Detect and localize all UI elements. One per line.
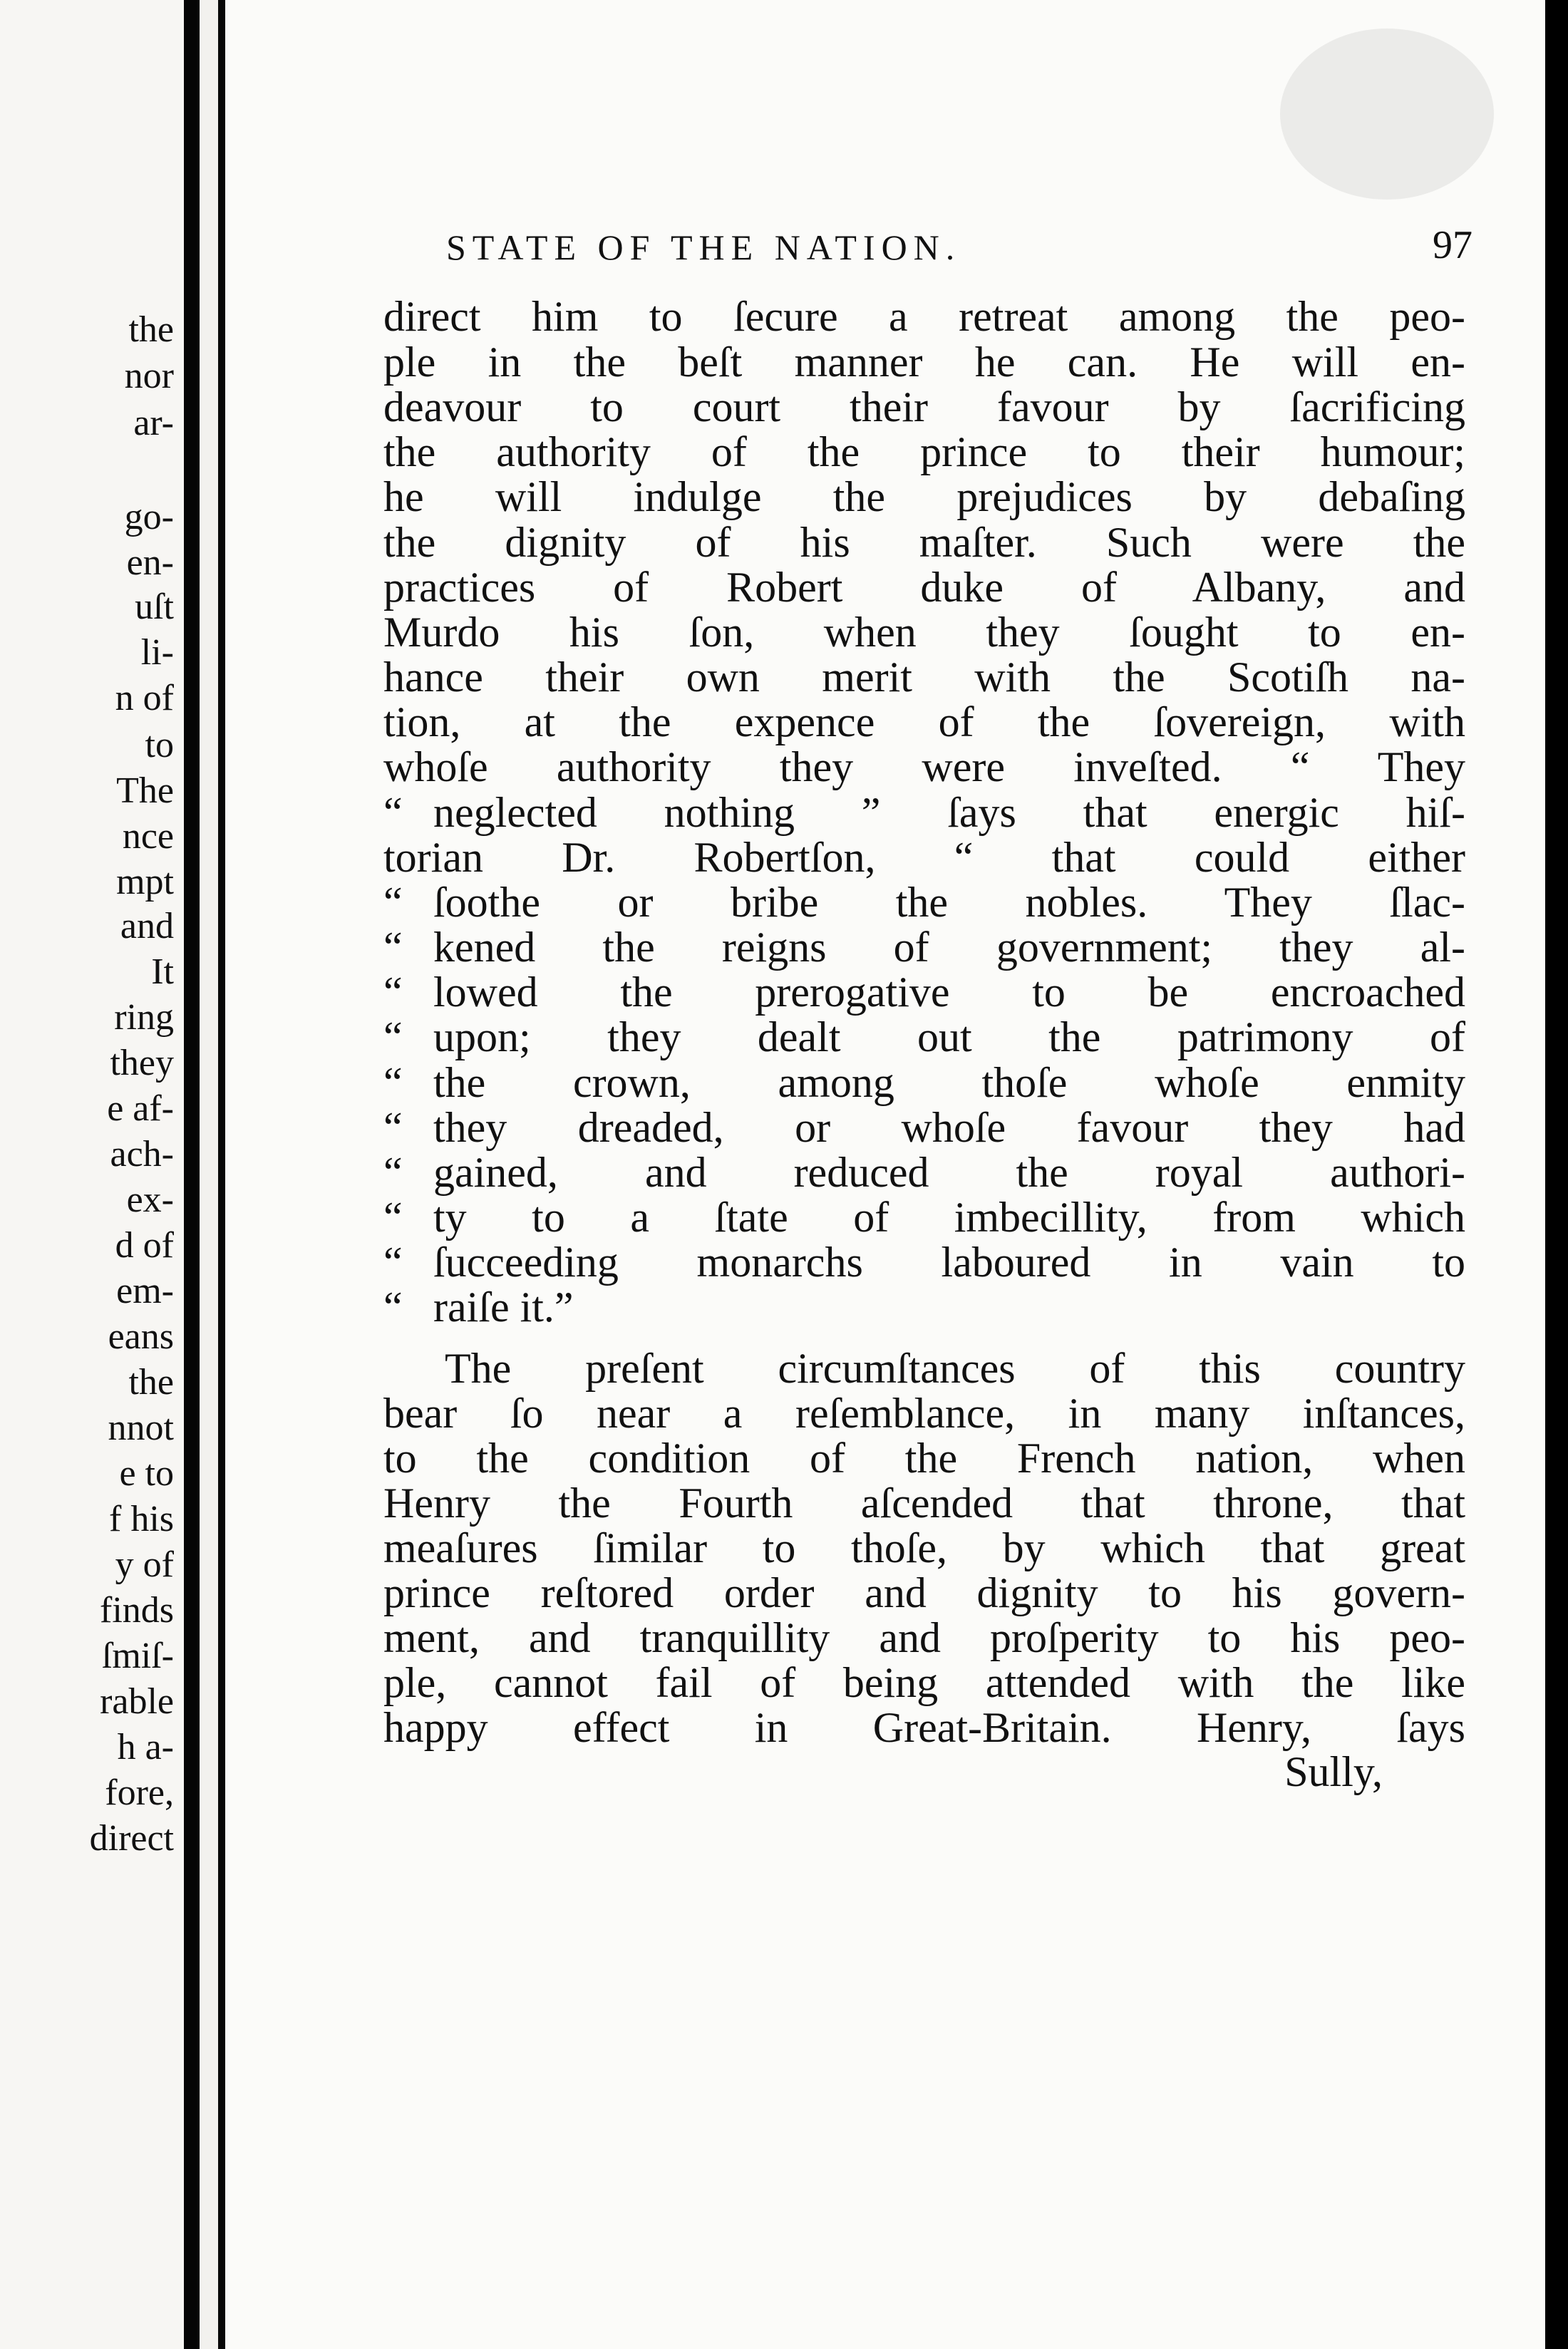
running-head xyxy=(446,223,1472,268)
text-line: ple in the beſt manner he can. He will en- xyxy=(383,339,1465,386)
text-line: Murdo his ſon, when they ſought to en- xyxy=(383,609,1465,656)
quoted-text: raiſe it.” xyxy=(433,1284,574,1331)
quoted-line xyxy=(383,1106,1465,1149)
quoted-text: they dreaded, or whoſe favour they had xyxy=(433,1104,1465,1151)
text-line: hance their own merit with the Scotiſh na- xyxy=(383,654,1465,701)
text-line: he will indulge the prejudices by debaſing xyxy=(383,473,1465,520)
quote-mark: “ xyxy=(383,1059,403,1106)
margin-fragment: uſt xyxy=(135,587,174,627)
margin-fragment: go- xyxy=(124,497,174,537)
text-line: practices of Robert duke of Albany, and xyxy=(383,564,1465,611)
quoted-line xyxy=(383,791,1465,834)
margin-fragment: mpt xyxy=(116,862,174,902)
margin-fragment: fore, xyxy=(105,1772,174,1813)
quoted-text: gained, and reduced the royal authori- xyxy=(433,1149,1465,1196)
quote-mark: “ xyxy=(383,1013,403,1060)
quoted-text: ſoothe or bribe the nobles. They ſlac- xyxy=(433,879,1465,926)
quoted-text: the crown, among thoſe whoſe enmity xyxy=(433,1059,1465,1106)
text-line: to the condition of the French nation, when xyxy=(383,1435,1465,1482)
margin-fragment: li- xyxy=(140,632,174,673)
catchword: Sully, xyxy=(1284,1748,1383,1795)
facing-page xyxy=(0,0,184,2349)
margin-fragment: rable xyxy=(100,1681,174,1722)
margin-fragment: ex- xyxy=(126,1179,174,1220)
margin-fragment: ar- xyxy=(133,403,174,443)
margin-fragment: nce xyxy=(122,816,174,857)
text-line: meaſures ſimilar to thoſe, by which that great xyxy=(383,1524,1465,1571)
margin-fragment: It xyxy=(151,951,174,992)
text-line: ple, cannot fail of being attended with the like xyxy=(383,1659,1465,1706)
quote-mark: “ xyxy=(383,789,403,836)
margin-fragment: nnot xyxy=(108,1408,174,1448)
text-line: the authority of the prince to their humour; xyxy=(383,428,1465,475)
quote-mark: “ xyxy=(383,1149,403,1196)
margin-fragment: f his xyxy=(109,1499,174,1539)
text-line: deavour to court their favour by ſacrificing xyxy=(383,383,1465,430)
quote-mark: “ xyxy=(383,1104,403,1151)
quoted-line xyxy=(383,1284,1465,1331)
margin-fragment: nor xyxy=(124,356,174,396)
quote-mark: “ xyxy=(383,924,403,971)
margin-fragment: n of xyxy=(115,678,174,718)
margin-fragment: The xyxy=(116,770,174,811)
margin-fragment: they xyxy=(110,1043,174,1083)
quote-mark: “ xyxy=(383,1284,403,1331)
quoted-text: ty to a ſtate of imbecillity, from which xyxy=(433,1194,1465,1241)
margin-fragment: h a- xyxy=(117,1727,174,1767)
quoted-text: upon; they dealt out the patrimony of xyxy=(433,1013,1465,1060)
margin-fragment: the xyxy=(128,309,174,350)
margin-fragment: em- xyxy=(116,1271,174,1311)
quoted-line xyxy=(383,1013,1465,1060)
margin-fragment: and xyxy=(120,906,174,946)
margin-fragment: ring xyxy=(114,997,174,1038)
page-number: 97 xyxy=(1433,223,1472,267)
margin-fragment: direct xyxy=(89,1818,174,1859)
text-line: bear ſo near a reſemblance, in many inſtances, xyxy=(383,1390,1465,1437)
running-head-title: STATE OF THE NATION. xyxy=(446,227,961,267)
quoted-line xyxy=(383,1241,1465,1284)
text-line: Henry the Fourth aſcended that throne, that xyxy=(383,1480,1465,1527)
text-line: the dignity of his maſter. Such were the xyxy=(383,519,1465,566)
margin-fragment: e af- xyxy=(107,1088,174,1129)
text-line: torian Dr. Robertſon, “ that could either xyxy=(383,834,1465,881)
quoted-text: ſucceeding monarchs laboured in vain to xyxy=(433,1239,1465,1286)
quoted-line xyxy=(383,926,1465,969)
quote-mark: “ xyxy=(383,1194,403,1241)
margin-fragment: finds xyxy=(100,1590,174,1631)
text-line: prince reſtored order and dignity to his govern- xyxy=(383,1569,1465,1616)
text-line: ment, and tranquillity and proſperity to his peo- xyxy=(383,1614,1465,1661)
text-line: direct him to ſecure a retreat among the peo- xyxy=(383,293,1465,340)
margin-fragment: d of xyxy=(115,1225,174,1266)
text-line: whoſe authority they were inveſted. “ They xyxy=(383,743,1465,790)
scan-edge xyxy=(1545,0,1568,2349)
margin-fragment: y of xyxy=(115,1544,174,1585)
margin-fragment: ach- xyxy=(110,1134,174,1174)
quoted-line xyxy=(383,1061,1465,1104)
quote-mark: “ xyxy=(383,1239,403,1286)
quoted-line xyxy=(383,1196,1465,1239)
quoted-text: lowed the prerogative to be encroached xyxy=(433,969,1465,1016)
gutter-shadow xyxy=(184,0,200,2349)
page-fold-strip xyxy=(200,0,218,2349)
margin-fragment: e to xyxy=(119,1453,174,1494)
paper-stain xyxy=(1280,29,1494,200)
quote-mark: “ xyxy=(383,879,403,926)
margin-fragment: to xyxy=(145,725,174,765)
quote-mark: “ xyxy=(383,969,403,1016)
quoted-text: kened the reigns of government; they al- xyxy=(433,924,1465,971)
paragraph-first-line: The preſent circumſtances of this country xyxy=(445,1345,1465,1392)
gutter-rule xyxy=(218,0,225,2349)
margin-fragment: the xyxy=(128,1362,174,1403)
quoted-text: neglected nothing ” ſays that energic hiſ- xyxy=(433,789,1465,836)
margin-fragment: ſmiſ- xyxy=(101,1636,174,1676)
text-line: tion, at the expence of the ſovereign, with xyxy=(383,698,1465,745)
quoted-line xyxy=(383,1151,1465,1194)
book-page xyxy=(225,0,1545,2349)
text-line: happy effect in Great-Britain. Henry, ſays xyxy=(383,1704,1465,1751)
margin-fragment: en- xyxy=(126,542,174,583)
quoted-line xyxy=(383,881,1465,924)
quoted-line xyxy=(383,969,1465,1016)
margin-fragment: eans xyxy=(108,1316,174,1357)
